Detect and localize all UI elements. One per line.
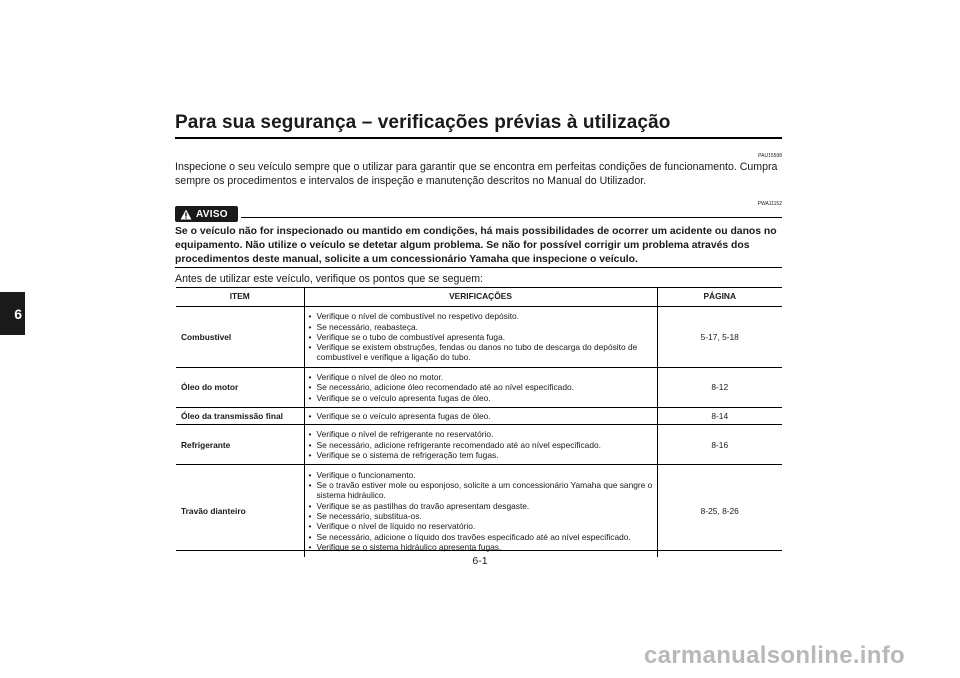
warning-reference-code: PWA11152 (757, 201, 782, 207)
lead-text: Antes de utilizar este veículo, verifique os pontos que se seguem: (175, 273, 483, 285)
page-reference-link[interactable]: 8-12 (657, 368, 782, 408)
item-cell: Óleo do motor (176, 368, 304, 408)
warning-badge (175, 206, 238, 222)
page-title: Para sua segurança – verificações prévias à utilização (175, 112, 671, 133)
pre-operation-checklist-table (176, 287, 782, 557)
table-row (176, 368, 782, 408)
chapter-tab[interactable]: 6 (0, 292, 25, 335)
warning-text: Se o veículo não for inspecionado ou mantido em condições, há mais possibilidades de ocorrer um acidente ou danos no equipamento. Não utilize o veículo se detetar algum problema. Se não for possível corrigir um problema através dos procedimentos deste manual, solicite a um concessionário Yamaha que inspecione o veículo. (175, 226, 777, 265)
table-row (176, 465, 782, 557)
list-item: • Verifique se as pastilhas do travão apresentam desgaste. (309, 501, 653, 511)
item-cell: Refrigerante (176, 425, 304, 465)
list-item: • Verifique se o sistema de refrigeração tem fugas. (309, 450, 653, 460)
page-reference-link[interactable]: 8-25, 8-26 (657, 465, 782, 557)
list-item: • Verifique se existem obstruções, fendas ou danos no tubo de descarga do depósito de combustível e verifique a ligação do tubo. (309, 342, 653, 363)
list-item: • Se necessário, substitua-os. (309, 511, 653, 521)
header-item: ITEM (176, 287, 304, 307)
intro-reference-code: PAU15598 (758, 153, 782, 159)
table-row (176, 307, 782, 368)
list-item: • Se necessário, adicione óleo recomendado até ao nível especificado. (309, 382, 653, 392)
warning-bottom-rule (175, 267, 782, 268)
checks-cell (304, 425, 657, 465)
list-item: • Verifique se o veículo apresenta fugas de óleo. (309, 393, 653, 403)
list-item: • Se necessário, adicione o líquido dos travões especificado até ao nível especificado. (309, 532, 653, 542)
intro-paragraph: Inspecione o seu veículo sempre que o utilizar para garantir que se encontra em perfeitas condições de funcionamento. Cumpra sempre os procedimentos e intervalos de inspeção e manutenção descritos no Manual do Utilizador. (175, 161, 778, 187)
warning-label: AVISO (196, 208, 228, 220)
header-page: PÁGINA (657, 287, 782, 307)
page-reference-link[interactable]: 8-16 (657, 425, 782, 465)
list-item: • Verifique se o sistema hidráulico apresenta fugas. (309, 542, 653, 552)
list-item: • Verifique o nível de óleo no motor. (309, 372, 653, 382)
page-reference-link[interactable]: 5-17, 5-18 (657, 307, 782, 368)
title-rule (175, 137, 782, 139)
list-item: • Se necessário, reabasteça. (309, 322, 653, 332)
watermark: carmanualsonline.info (643, 642, 905, 669)
item-cell: Combustível (181, 331, 232, 342)
page-number: 6-1 (472, 555, 488, 567)
table-row (176, 408, 782, 425)
item-cell: Travão dianteiro (176, 465, 304, 557)
table-row (176, 425, 782, 465)
warning-triangle-icon (180, 209, 192, 220)
checks-cell (304, 368, 657, 408)
list-item: • Verifique se o tubo de combustível apresenta fuga. (309, 332, 653, 342)
warning-top-rule (241, 217, 782, 218)
page-reference-link[interactable]: 8-14 (657, 408, 782, 425)
list-item: • Verifique o nível de combustível no respetivo depósito. (309, 311, 653, 321)
header-checks: VERIFICAÇÕES (304, 287, 657, 307)
list-item: • Verifique o nível de líquido no reservatório. (309, 521, 653, 531)
list-item: • Verifique se o veículo apresenta fugas de óleo. (309, 411, 653, 421)
list-item: • Se o travão estiver mole ou esponjoso, solicite a um concessionário Yamaha que sangre o sistema hidráulico. (309, 480, 653, 501)
list-item: • Verifique o funcionamento. (309, 470, 653, 480)
list-item: • Se necessário, adicione refrigerante recomendado até ao nível especificado. (309, 440, 653, 450)
checks-cell (304, 307, 657, 368)
item-cell: Óleo da transmissão final (176, 408, 304, 425)
checks-cell (304, 408, 657, 425)
list-item: • Verifique o nível de refrigerante no reservatório. (309, 429, 653, 439)
checks-cell (304, 465, 657, 557)
